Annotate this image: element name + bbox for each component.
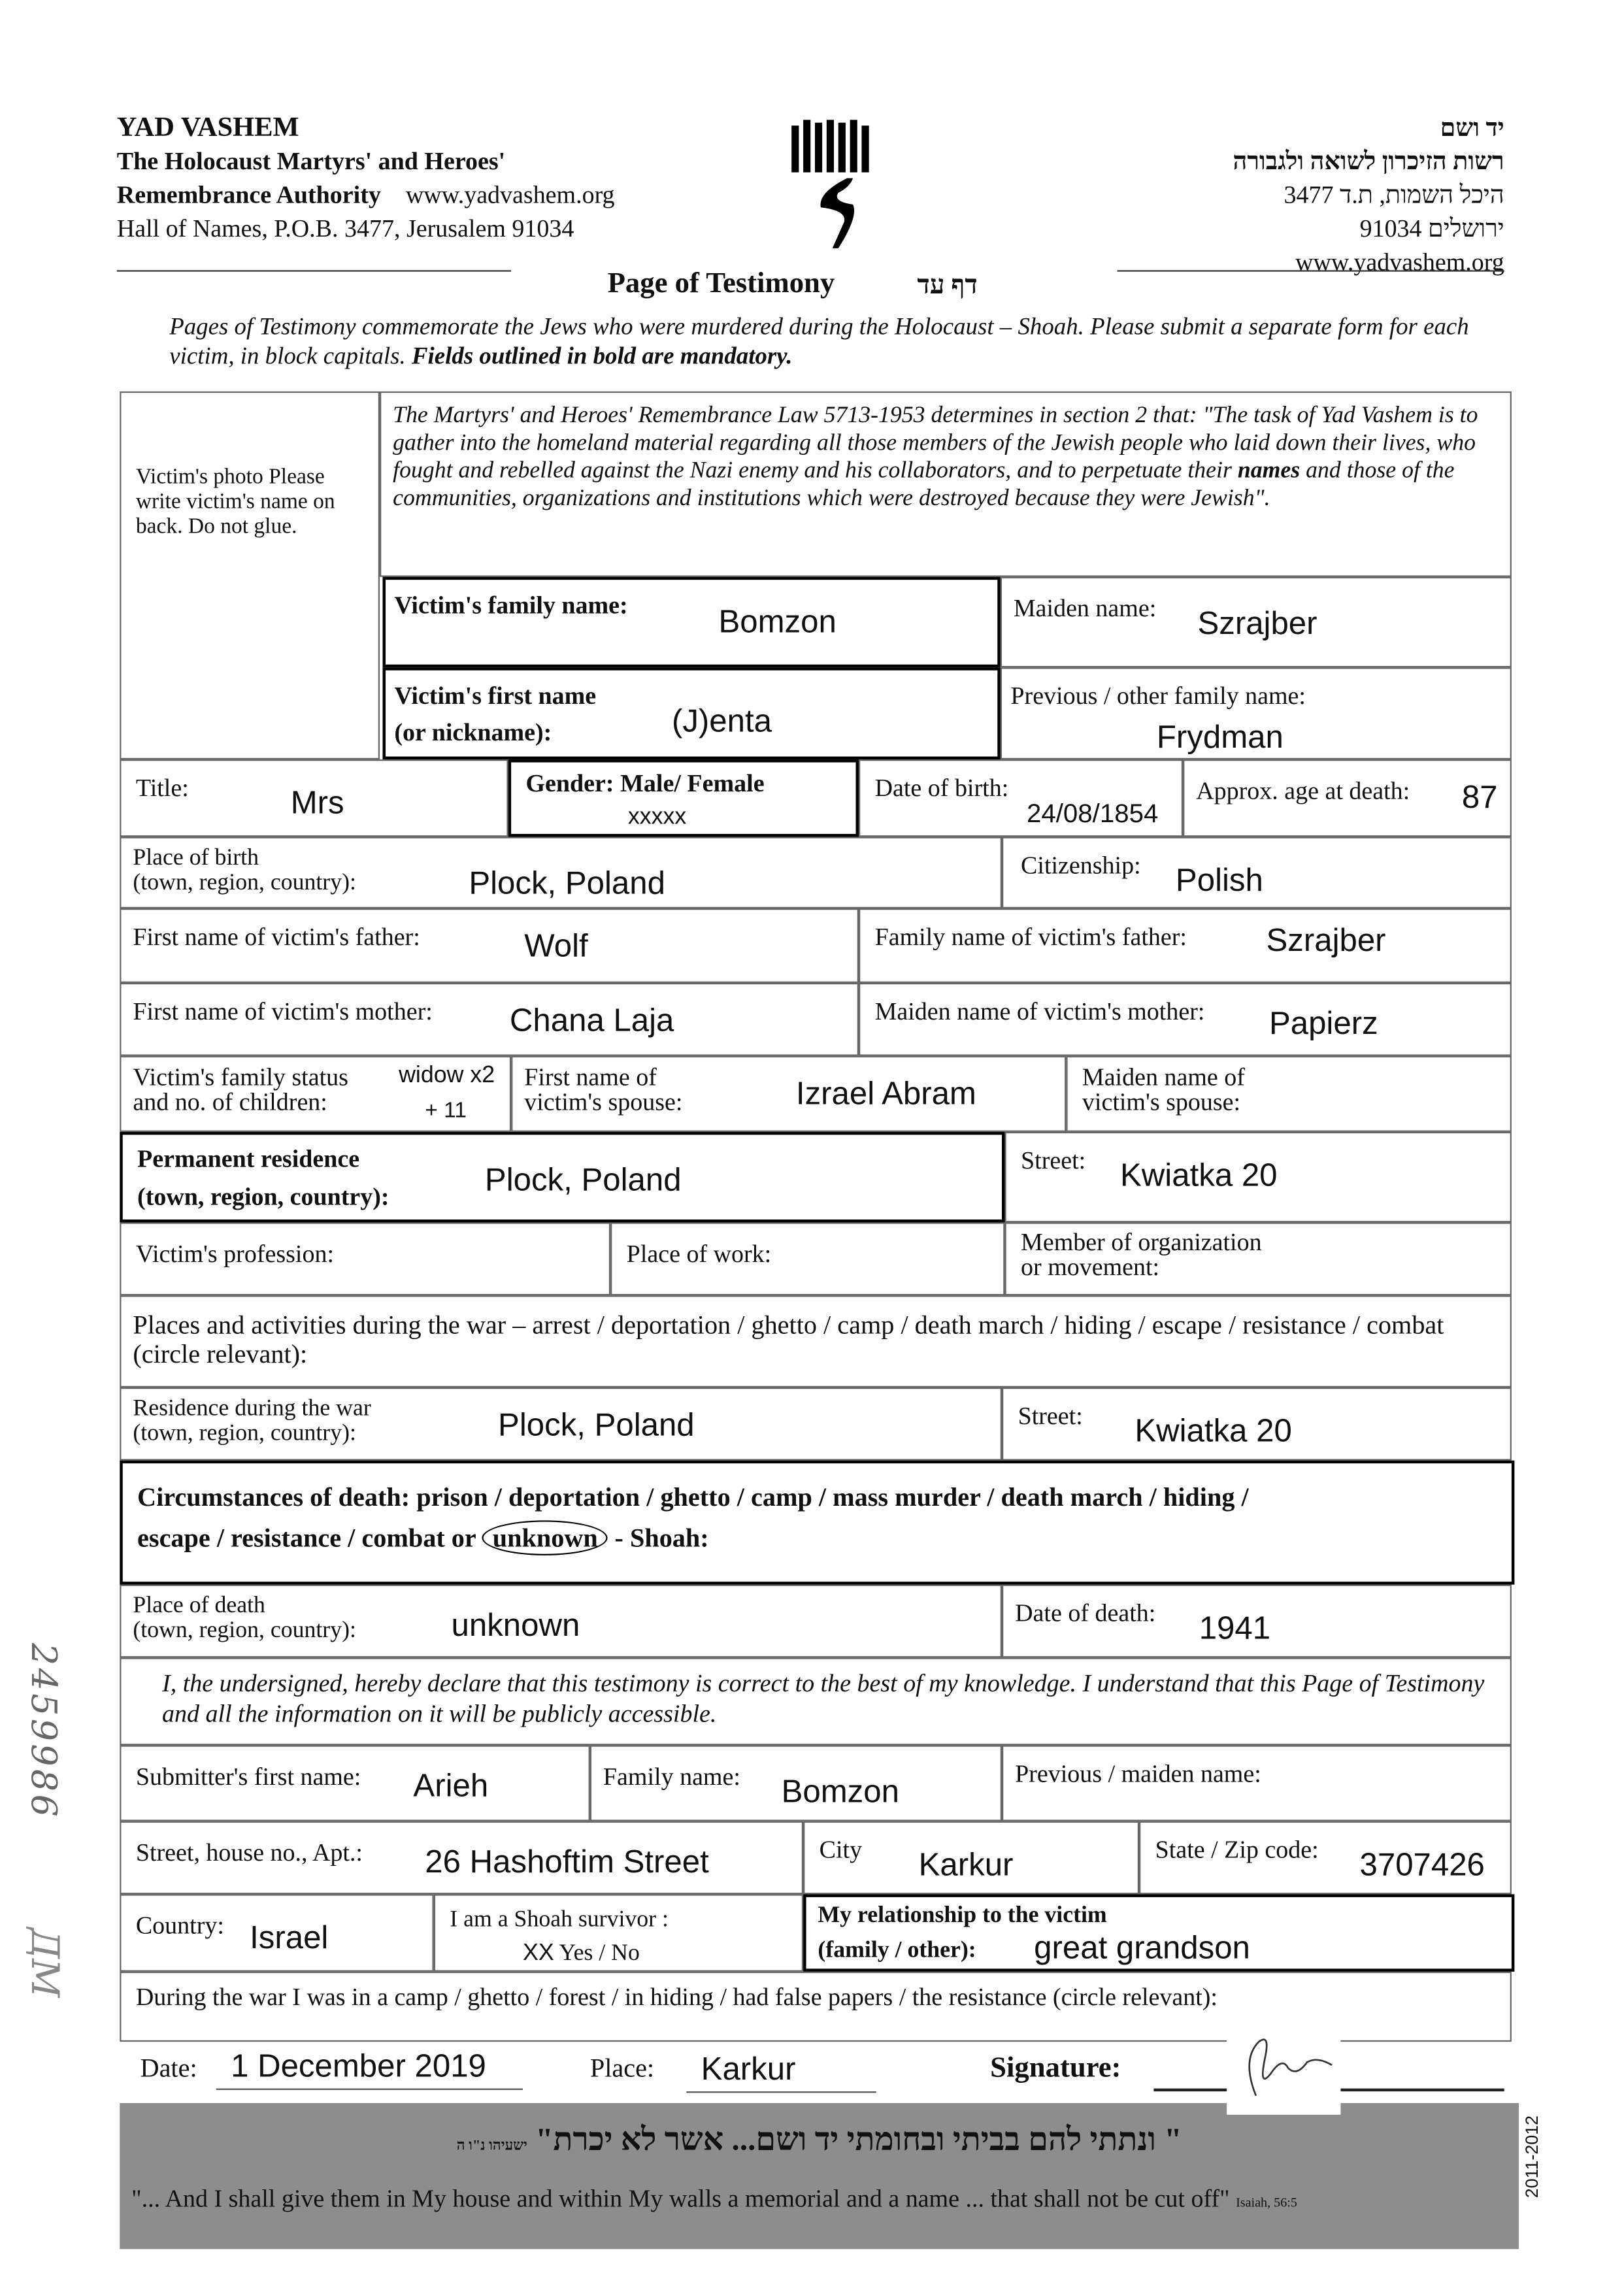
circumstances-line1: Circumstances of death: prison / deportation / ghetto / camp / mass murder / death march / hiding /	[137, 1482, 1249, 1512]
previous-name-label: Previous / other family name:	[1010, 682, 1306, 710]
birth-place-label2: (town, region, country):	[133, 870, 356, 895]
father-family-label: Family name of victim's father:	[874, 923, 1187, 951]
relationship-value: great grandson	[1034, 1929, 1250, 1966]
father-first-value: Wolf	[524, 927, 588, 964]
intro-mandatory: Fields outlined in bold are mandatory.	[411, 341, 793, 370]
death-date-label: Date of death:	[1015, 1599, 1156, 1627]
birth-place-label1: Place of birth	[133, 845, 259, 871]
father-first-field[interactable]	[120, 908, 859, 983]
gender-male: Male	[620, 769, 674, 798]
page-title: Page of Testimony	[607, 267, 835, 300]
submitter-maiden-label: Previous / maiden name:	[1015, 1759, 1261, 1788]
children-count-value: + 11	[425, 1098, 467, 1123]
submitter-first-label: Submitter's first name:	[135, 1763, 361, 1791]
gender-label: Gender:	[525, 769, 614, 798]
survivor-field[interactable]	[434, 1894, 803, 1971]
war-residence-label2: (town, region, country):	[133, 1421, 356, 1446]
header-divider-right	[1118, 270, 1504, 271]
spouse-first-value: Izrael Abram	[795, 1074, 976, 1112]
mother-first-field[interactable]	[120, 983, 859, 1056]
permanent-residence-field[interactable]	[120, 1132, 1004, 1223]
father-family-value: Szrajber	[1266, 921, 1386, 958]
submitter-country-field[interactable]	[120, 1894, 433, 1971]
header-right-hebrew	[1233, 111, 1504, 279]
citizenship-value: Polish	[1175, 861, 1263, 899]
family-status-label	[133, 1065, 348, 1114]
header-divider-left	[117, 270, 511, 271]
yad-vashem-logo-icon	[789, 120, 876, 251]
submitter-zip-value: 3707426	[1359, 1846, 1485, 1883]
spouse-maiden-field[interactable]	[1066, 1056, 1512, 1132]
mother-maiden-field[interactable]	[859, 983, 1512, 1056]
war-residence-label1: Residence during the war	[133, 1396, 371, 1421]
war-street-value: Kwiatka 20	[1135, 1412, 1292, 1449]
submitter-city-value: Karkur	[918, 1846, 1014, 1883]
survivor-yes: Yes	[559, 1940, 593, 1966]
submitter-family-value: Bomzon	[781, 1772, 899, 1810]
relationship-label2: (family / other):	[818, 1938, 976, 1963]
member-label1: Member of organization	[1021, 1228, 1262, 1256]
profession-label: Victim's profession:	[135, 1240, 335, 1268]
spouse-maiden-label	[1082, 1065, 1245, 1114]
date-value[interactable]: 1 December 2019	[231, 2048, 486, 2084]
submitter-street-value: 26 Hashoftim Street	[425, 1843, 709, 1880]
english-quote-text: "... And I shall give them in My house and within My walls a memorial and a name ... that shall not be cut off"	[131, 2185, 1230, 2213]
he-website-link[interactable]: www.yadvashem.org	[1295, 248, 1504, 276]
mother-first-value: Chana Laja	[509, 1002, 674, 1038]
family-status-field[interactable]	[120, 1056, 511, 1132]
photo-instructions: Victim's photo Please write victim's name on back. Do not glue.	[135, 465, 335, 539]
org-line1: The Holocaust Martyrs' and Heroes'	[116, 147, 506, 176]
spouse-first-label1: First name of	[524, 1063, 657, 1091]
he-org-name: יד ושם	[1440, 114, 1504, 142]
submitter-family-field[interactable]	[590, 1745, 1002, 1821]
signature-scribble-icon	[1227, 2030, 1340, 2115]
law-text	[393, 402, 1506, 513]
survivor-no: / No	[599, 1940, 640, 1966]
submitter-zip-field[interactable]	[1139, 1821, 1512, 1895]
he-org-line3: ירושלים 91034	[1359, 214, 1504, 242]
member-label2: or movement:	[1021, 1253, 1160, 1281]
profession-field[interactable]	[120, 1222, 610, 1295]
war-residence-field[interactable]	[120, 1387, 1002, 1461]
circumstances-field[interactable]	[120, 1461, 1514, 1585]
circumstances-line2a: escape / resistance / combat or	[137, 1523, 476, 1553]
submitter-maiden-field[interactable]	[1002, 1745, 1512, 1821]
member-field[interactable]	[1004, 1222, 1511, 1295]
circumstances-line2b: - Shoah:	[614, 1523, 709, 1553]
residence-label1: Permanent residence	[137, 1145, 360, 1173]
death-date-field[interactable]	[1002, 1585, 1512, 1658]
first-name-label	[394, 678, 596, 751]
date-underline	[216, 2089, 523, 2090]
survivor-cross-mark: XX	[523, 1940, 554, 1966]
member-label	[1021, 1230, 1262, 1280]
submitter-first-field[interactable]	[120, 1745, 590, 1821]
death-place-label	[133, 1593, 356, 1643]
place-value[interactable]: Karkur	[701, 2050, 796, 2087]
hebrew-quote-ref: ישעיהו נ"ו ה	[456, 2138, 527, 2155]
death-place-value: unknown	[451, 1606, 580, 1644]
residence-value: Plock, Poland	[484, 1161, 682, 1198]
war-residence-label	[133, 1396, 371, 1446]
father-family-field[interactable]	[859, 908, 1512, 983]
previous-name-value: Frydman	[1156, 718, 1284, 755]
relationship-label1: My relationship to the victim	[818, 1902, 1107, 1928]
he-org-line1: רשות הזיכרון לשואה ולגבורה	[1233, 147, 1504, 176]
submitter-zip-label: State / Zip code:	[1155, 1836, 1319, 1864]
gender-cross-mark: xxxxx	[627, 805, 687, 830]
gender-field[interactable]	[508, 759, 859, 837]
mother-maiden-value: Papierz	[1268, 1004, 1378, 1042]
during-war-label: During the war I was in a camp / ghetto / forest / in hiding / had false papers / the resistance (circle relevant):	[135, 1983, 1218, 2012]
survivor-label: I am a Shoah survivor :	[450, 1907, 669, 1933]
mother-maiden-label: Maiden name of victim's mother:	[874, 997, 1205, 1025]
maiden-name-value: Szrajber	[1197, 605, 1317, 642]
maiden-name-label: Maiden name:	[1013, 594, 1157, 622]
declaration-text: I, the undersigned, hereby declare that this testimony is correct to the best of my knowledge. I understand that this Page of Testimony and all the information on it will be publicly accessible.	[162, 1669, 1485, 1728]
death-place-field[interactable]	[120, 1585, 1002, 1658]
war-residence-value: Plock, Poland	[498, 1406, 695, 1443]
spouse-maiden-label2: victim's spouse:	[1082, 1087, 1241, 1116]
maiden-name-field[interactable]	[1001, 577, 1512, 668]
handwritten-record-number: 2459986	[23, 1643, 65, 1820]
dob-label: Date of birth:	[874, 774, 1009, 802]
english-quote	[131, 2185, 1297, 2214]
family-status-label2: and no. of children:	[133, 1087, 327, 1116]
law-cell	[380, 391, 1512, 577]
family-status-value: widow x2	[399, 1063, 495, 1088]
org-name: YAD VASHEM	[116, 112, 299, 144]
war-street-label: Street:	[1018, 1402, 1083, 1430]
relationship-field[interactable]	[803, 1894, 1514, 1971]
family-name-field[interactable]	[382, 577, 1000, 668]
work-place-label: Place of work:	[626, 1240, 772, 1268]
birth-place-label	[133, 846, 356, 895]
website-link[interactable]: www.yadvashem.org	[405, 181, 615, 209]
residence-label	[137, 1140, 389, 1216]
org-line2: Remembrance Authority	[116, 181, 381, 209]
age-label: Approx. age at death:	[1196, 776, 1410, 805]
circumstances-line2	[137, 1519, 709, 1557]
age-field[interactable]	[1183, 759, 1512, 837]
circled-unknown: unknown	[482, 1520, 608, 1555]
date-label: Date:	[140, 2053, 197, 2083]
signature-area[interactable]	[1227, 2030, 1340, 2115]
survivor-options	[523, 1941, 640, 1966]
death-date-value: 1941	[1199, 1609, 1271, 1646]
birth-place-field[interactable]	[120, 837, 1002, 908]
spouse-first-label	[524, 1065, 682, 1114]
english-quote-ref: Isaiah, 56:5	[1236, 2195, 1297, 2210]
birth-place-value: Plock, Poland	[469, 864, 665, 901]
residence-label2: (town, region, country):	[137, 1183, 389, 1211]
citizenship-field[interactable]	[1002, 837, 1512, 908]
law-text-b: and those of the communities, organizations and institutions which were destroyed because they were Jewish".	[393, 458, 1455, 512]
work-place-field[interactable]	[610, 1222, 1004, 1295]
family-name-label: Victim's family name:	[394, 591, 628, 620]
submitter-street-field[interactable]	[120, 1821, 803, 1895]
street-field[interactable]	[1004, 1132, 1511, 1223]
handwritten-initials: ДМ	[22, 1927, 66, 1998]
gender-options	[525, 765, 764, 803]
gender-female: Female	[687, 769, 765, 798]
org-address: Hall of Names, P.O.B. 3477, Jerusalem 91034	[116, 214, 574, 242]
title-field[interactable]	[120, 759, 508, 837]
hebrew-quote-text: " ונתתי להם בביתי ובחומתי יד ושם... אשר לא יכרת"	[535, 2120, 1182, 2157]
street-label: Street:	[1021, 1146, 1086, 1174]
father-first-label: First name of victim's father:	[133, 923, 420, 951]
first-name-label1: Victim's first name	[394, 682, 597, 710]
street-value: Kwiatka 20	[1120, 1156, 1278, 1193]
first-name-value: (J)enta	[671, 702, 772, 739]
submitter-family-label: Family name:	[603, 1763, 740, 1791]
submitter-city-field[interactable]	[803, 1821, 1139, 1895]
spouse-first-label2: victim's spouse:	[524, 1087, 683, 1116]
submitter-first-value: Arieh	[413, 1767, 489, 1804]
death-place-label2: (town, region, country):	[133, 1618, 356, 1644]
submitter-country-value: Israel	[250, 1919, 329, 1956]
submitter-country-label: Country:	[135, 1912, 224, 1940]
dob-value: 24/08/1854	[1026, 799, 1159, 829]
he-org-line2: היכל השמות, ת.ד 3477	[1284, 181, 1504, 209]
death-place-label1: Place of death	[133, 1593, 265, 1619]
mother-first-label: First name of victim's mother:	[133, 997, 433, 1025]
hebrew-quote	[120, 2121, 1519, 2159]
previous-name-field[interactable]	[1001, 667, 1512, 759]
submitter-street-label: Street, house no., Apt.:	[135, 1838, 363, 1867]
declaration-cell	[120, 1657, 1512, 1745]
activities-field[interactable]	[120, 1295, 1512, 1387]
activities-label: Places and activities during the war – arrest / deportation / ghetto / camp / death march / hiding / escape / resistance / combat (circle relevant):	[133, 1310, 1444, 1369]
gender-sep: /	[674, 769, 681, 798]
footer-banner	[120, 2103, 1519, 2249]
spouse-first-field[interactable]	[511, 1056, 1066, 1132]
page-title-hebrew: דף עד	[917, 270, 978, 300]
place-label: Place:	[589, 2053, 655, 2083]
intro-main: Pages of Testimony commemorate the Jews who were murdered during the Holocaust – Shoah. Please submit a separate form for each victim, in block capitals.	[169, 312, 1469, 370]
intro-text	[169, 312, 1483, 371]
header-left	[117, 111, 615, 246]
title-value: Mrs	[290, 784, 344, 821]
law-text-a: The Martyrs' and Heroes' Remembrance Law 5713-1953 determines in section 2 that: "The task of Yad Vashem is to gather into the homeland material regarding all those members of the Jewish people who laid down their lives, who fought and rebelled against the Nazi enemy and his collaborators, and to perpetuate their	[393, 403, 1478, 484]
photo-cell[interactable]	[120, 391, 380, 759]
first-name-field[interactable]	[382, 667, 1000, 759]
dob-field[interactable]	[859, 759, 1183, 837]
title-label: Title:	[135, 774, 189, 802]
place-underline	[686, 2091, 876, 2093]
war-street-field[interactable]	[1002, 1387, 1512, 1461]
submitter-city-label: City	[819, 1836, 863, 1864]
family-status-label1: Victim's family status	[133, 1063, 348, 1091]
family-name-value: Bomzon	[718, 603, 837, 640]
spouse-maiden-label1: Maiden name of	[1082, 1063, 1245, 1091]
form-version: 2011-2012	[1521, 2115, 1542, 2199]
citizenship-label: Citizenship:	[1021, 851, 1141, 880]
first-name-label2: (or nickname):	[394, 718, 552, 746]
age-value: 87	[1461, 778, 1498, 815]
law-text-bold: names	[1237, 458, 1301, 484]
signature-label: Signature:	[990, 2051, 1121, 2084]
